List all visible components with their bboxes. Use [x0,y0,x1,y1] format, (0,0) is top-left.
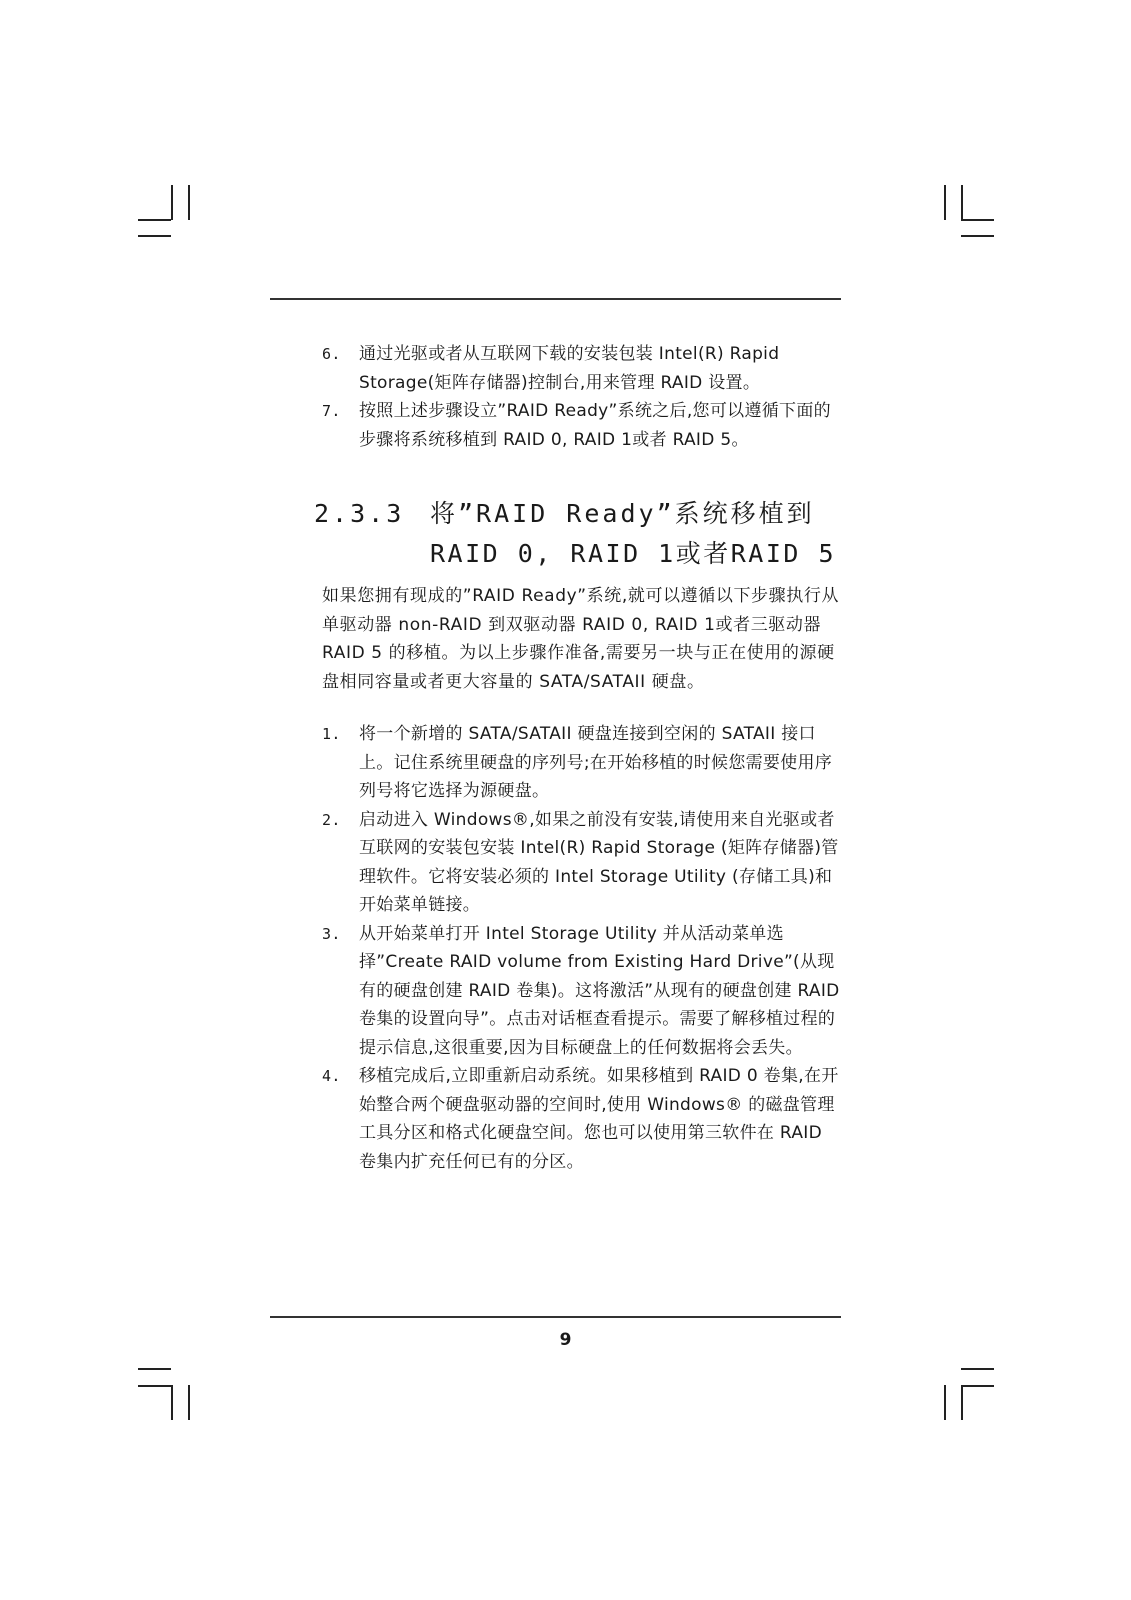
crop-mark [944,185,946,220]
list-item [322,340,842,397]
section-number: 2.3.3 [314,499,405,528]
item-number: 7. [322,402,341,420]
item-text: 从开始菜单打开 Intel Storage Utility 并从活动菜单选择”Create RAID volume from Existing Hard Drive”(从现有的硬盘创建 RAID 卷集)。这将激活”从现有的硬盘创建 RAID 卷集的设置向导”。点击对话框查看提示。需要了解移植过程的提示信息,这很重要,因为目标硬盘上的任何数据将会丢失。 [359,923,840,1058]
item-number: 4. [322,1067,341,1085]
list-item [322,720,842,806]
step-list-bottom [322,720,842,1176]
item-number: 6. [322,345,341,363]
crop-mark [961,1385,963,1420]
list-item [322,397,842,454]
item-text: 将一个新增的 SATA/SATAII 硬盘连接到空闲的 SATAII 接口上。记住系统里硬盘的序列号;在开始移植的时候您需要使用序列号将它选择为源硬盘。 [359,724,833,801]
header-rule [270,298,841,300]
crop-mark [138,1385,171,1387]
crop-mark [138,219,171,221]
crop-mark [188,1385,190,1420]
section-heading [314,494,842,574]
footer-rule [270,1316,841,1318]
crop-mark [188,185,190,220]
page-content [314,340,842,1176]
item-text: 启动进入 Windows®,如果之前没有安装,请使用来自光驱或者互联网的安装包安装 Intel(R) Rapid Storage (矩阵存储器)管理软件。它将安装必须的 Intel Storage Utility (存储工具)和开始菜单链接。 [359,809,839,915]
crop-mark [961,219,994,221]
item-text: 移植完成后,立即重新启动系统。如果移植到 RAID 0 卷集,在开始整合两个硬盘驱动器的空间时,使用 Windows® 的磁盘管理工具分区和格式化硬盘空间。您也可以使用第三软件在 RAID 卷集内扩充任何已有的分区。 [359,1066,839,1172]
page-number: 9 [559,1330,572,1350]
item-text: 通过光驱或者从互联网下载的安装包装 Intel(R) Rapid Storage(矩阵存储器)控制台,用来管理 RAID 设置。 [359,344,780,393]
step-list-top [322,340,842,454]
crop-mark [961,185,963,220]
crop-mark [961,1368,994,1370]
item-number: 3. [322,924,341,943]
section-title-line2: RAID 0, RAID 1或者RAID 5 [430,539,837,568]
crop-mark [138,1368,171,1370]
item-number: 1. [322,725,341,743]
crop-mark [961,1385,994,1387]
intro-paragraph: 如果您拥有现成的”RAID Ready”系统,就可以遵循以下步骤执行从单驱动器 non-RAID 到双驱动器 RAID 0, RAID 1或者三驱动器 RAID 5 的移植。为以上步骤作准备,需要另一块与正在使用的源硬盘相同容量或者更大容量的 SATA/SATAII 硬盘。 [322,586,840,692]
crop-mark [944,1385,946,1420]
item-number: 2. [322,810,341,829]
crop-mark [171,185,173,220]
item-text: 按照上述步骤设立”RAID Ready”系统之后,您可以遵循下面的步骤将系统移植到 RAID 0, RAID 1或者 RAID 5。 [359,401,831,450]
crop-mark [961,235,994,237]
list-item [322,920,842,1063]
list-item [322,806,842,920]
list-item [322,1062,842,1176]
crop-mark [171,1385,173,1420]
section-title-line1: 将”RAID Ready”系统移植到 [430,499,815,528]
crop-mark [138,235,171,237]
